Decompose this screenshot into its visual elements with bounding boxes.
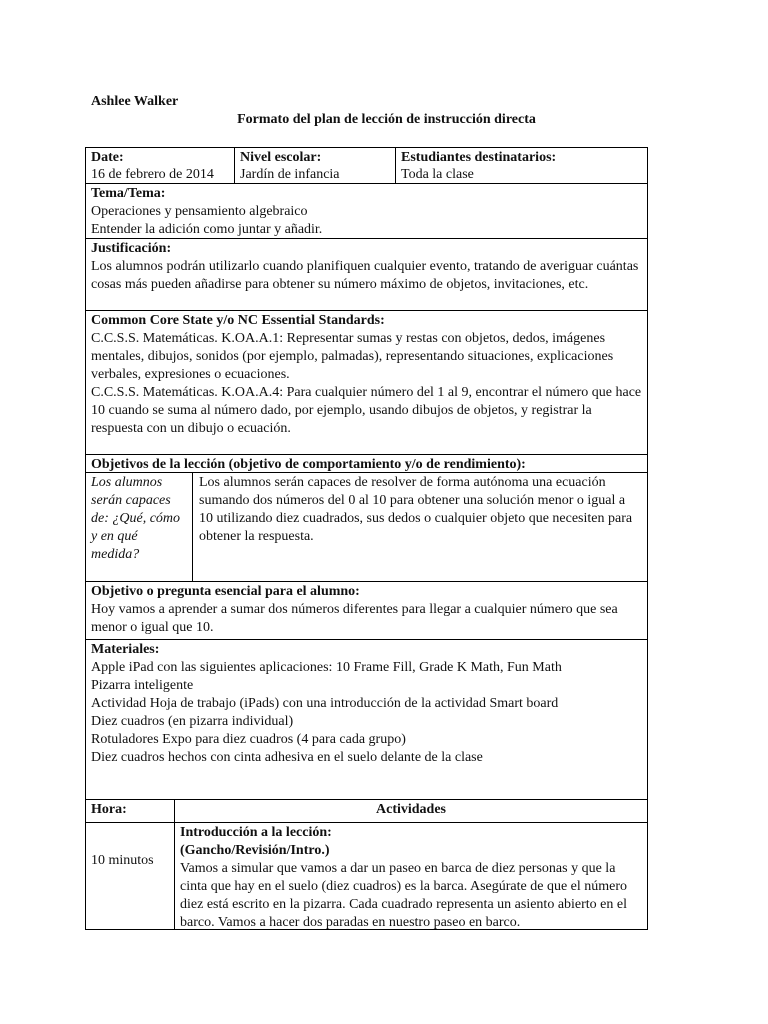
activity-title: Introducción a la lección: bbox=[180, 825, 332, 840]
standards-section bbox=[86, 311, 647, 455]
activity-row bbox=[86, 823, 647, 930]
students-label: Estudiantes destinatarios: bbox=[401, 150, 557, 165]
justification-text: Los alumnos podrán utilizarlo cuando planifiquen cualquier evento, tratando de averiguar cuántas cosas más pueden añadirse para obtener su número máximo de objetos, invitaciones, etc. bbox=[91, 259, 639, 292]
materials-item: Actividad Hoja de trabajo (iPads) con una introducción de la actividad Smart board bbox=[91, 696, 559, 711]
document-title: Formato del plan de lección de instrucción directa bbox=[237, 112, 536, 127]
materials-item: Diez cuadros hechos con cinta adhesiva en el suelo delante de la clase bbox=[91, 750, 483, 765]
activity-text: Vamos a simular que vamos a dar un paseo en barca de diez personas y que la cinta que hay en el suelo (diez cuadros) es la barca. Asegúrate de que el número diez está escrito en la pizarra. Cada cuadrado representa un asiento abierto en el barco. Vamos a hacer dos paradas en nuestro paseo en barco. bbox=[180, 861, 628, 930]
topic-label: Tema/Tema: bbox=[91, 186, 166, 201]
materials-item: Apple iPad con las siguientes aplicaciones: 10 Frame Fill, Grade K Math, Fun Math bbox=[91, 660, 562, 675]
standard-item-2: C.C.S.S. Matemáticas. K.OA.A.4: Para cualquier número del 1 al 9, encontrar el número que hace 10 cuando se suma al número dado, por ejemplo, usando dibujos de objetos, y registrar la respuesta con un dibujo o ecuación. bbox=[91, 385, 642, 436]
essential-text: Hoy vamos a aprender a sumar dos números diferentes para llegar a cualquier número que sea menor o igual que 10. bbox=[91, 602, 618, 635]
time-label: Hora: bbox=[86, 800, 175, 822]
objectives-text: Los alumnos serán capaces de resolver de forma autónoma una ecuación sumando dos números del 0 al 10 para obtener una solución menor o igual a 10 utilizando diez cuadrados, sus dedos o cualquier objeto que necesiten para obtener la respuesta. bbox=[199, 475, 633, 544]
activities-header-row bbox=[86, 800, 647, 823]
activity-time: 10 minutos bbox=[86, 823, 175, 930]
essential-label: Objetivo o pregunta esencial para el alumno: bbox=[91, 584, 360, 599]
info-row bbox=[86, 148, 647, 184]
justification-section bbox=[86, 239, 647, 311]
materials-item: Pizarra inteligente bbox=[91, 678, 194, 693]
topic-line-2: Entender la adición como juntar y añadir. bbox=[91, 222, 323, 237]
justification-label: Justificación: bbox=[91, 241, 172, 256]
activity-content bbox=[175, 823, 647, 930]
standards-label: Common Core State y/o NC Essential Standards: bbox=[91, 313, 385, 328]
materials-item: Rotuladores Expo para diez cuadros (4 para cada grupo) bbox=[91, 732, 406, 747]
students-value: Toda la clase bbox=[401, 167, 474, 182]
activity-subtitle: (Gancho/Revisión/Intro.) bbox=[180, 843, 330, 858]
objectives-label: Objetivos de la lección (objetivo de comportamiento y/o de rendimiento): bbox=[86, 455, 647, 473]
essential-section bbox=[86, 582, 647, 640]
materials-section bbox=[86, 640, 647, 800]
lesson-plan-table bbox=[85, 147, 648, 930]
date-value: 16 de febrero de 2014 bbox=[91, 167, 214, 182]
date-cell bbox=[86, 148, 235, 183]
materials-item: Diez cuadros (en pizarra individual) bbox=[91, 714, 294, 729]
materials-label: Materiales: bbox=[91, 642, 160, 657]
author-name: Ashlee Walker bbox=[91, 94, 179, 109]
level-label: Nivel escolar: bbox=[240, 150, 322, 165]
topic-section bbox=[86, 184, 647, 239]
objectives-prompt: Los alumnos serán capaces de: ¿Qué, cómo y en qué medida? bbox=[86, 473, 193, 581]
students-cell bbox=[396, 148, 647, 183]
level-value: Jardín de infancia bbox=[240, 167, 340, 182]
topic-line-1: Operaciones y pensamiento algebraico bbox=[91, 204, 308, 219]
date-label: Date: bbox=[91, 150, 124, 165]
activities-label: Actividades bbox=[376, 802, 446, 817]
standard-item-1: C.C.S.S. Matemáticas. K.OA.A.1: Representar sumas y restas con objetos, dedos, imágenes mentales, dibujos, sonidos (por ejemplo, palmadas), representando situaciones, explicaciones verbales, expresiones o ecuaciones. bbox=[91, 331, 614, 382]
level-cell bbox=[235, 148, 396, 183]
objectives-row bbox=[86, 473, 647, 582]
